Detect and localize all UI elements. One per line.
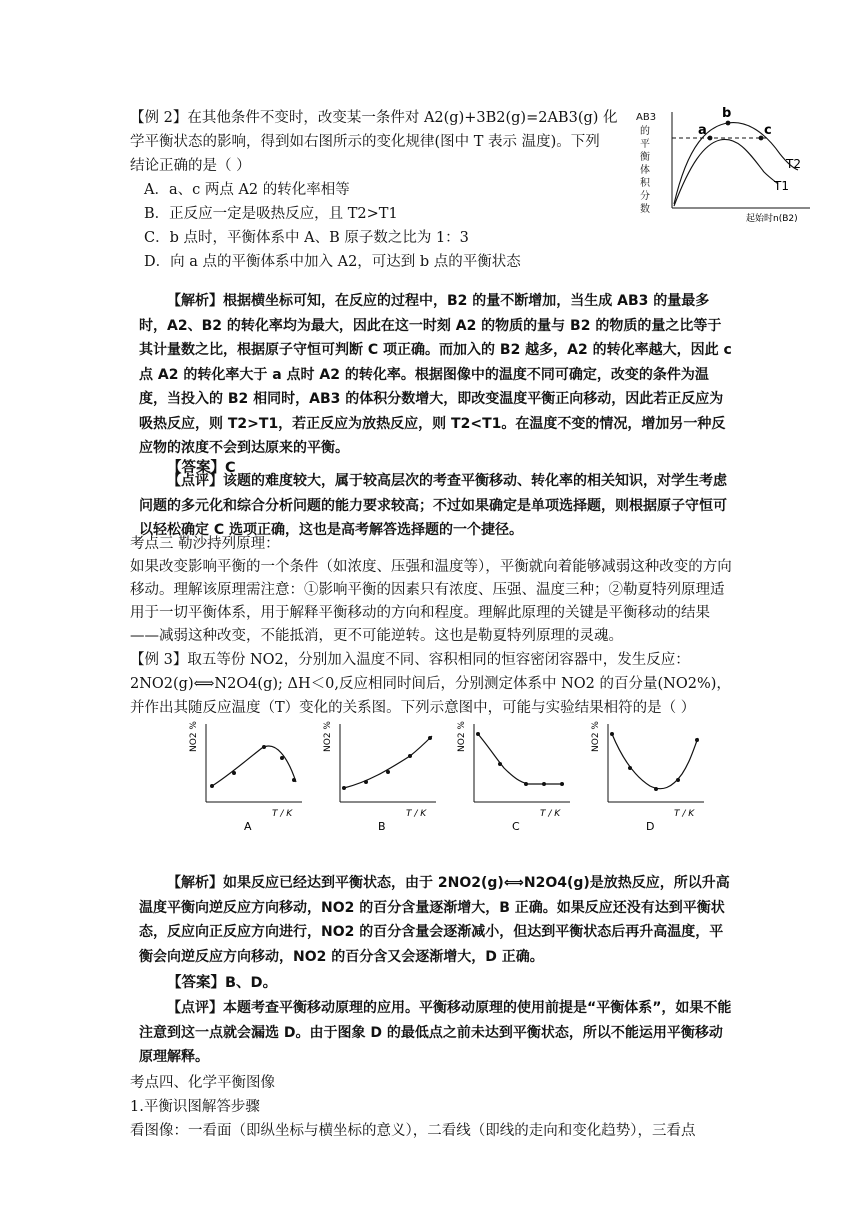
graph-a-xlabel: T / K [272,809,293,819]
graph-b [318,718,444,836]
graph-d-xlabel: T / K [674,809,695,819]
ylabel-stack [636,112,656,215]
example2-option-c: C．b 点时，平衡体系中 A、B 原子数之比为 1：3 [144,230,469,246]
label-t1: T1 [774,179,789,193]
label-a: a [698,123,707,138]
example3-analysis: 【解析】如果反应已经达到平衡状态，由于 2NO2(g)⟺N2O4(g)是放热反应，所以升高温度平衡向逆反应方向移动，NO2 的百分含量逐渐增大，B 正确。如果反应还没有达到平衡状态，反应向正反应方向进行，NO2 的百分含量会逐渐减小，但达到平衡状态后再升高温度，平衡会向逆反应方向移动，NO2 的百分含又会逐渐增大，D 正确。 [139,875,730,965]
graph-d [586,718,712,836]
point-b [726,121,731,126]
label-c: c [764,123,772,138]
example2-answer: 【答案】C [167,460,236,476]
ylabel-line: 数 [640,204,650,215]
graph-b-label: B [378,820,386,833]
example3-line-2: 2NO2(g)⟺N2O4(g); ΔH＜0,反应相同时间后，分别测定体系中 NO2 的百分量(NO2%)， [130,676,731,692]
graph-a-label: A [244,820,252,833]
ylabel-line: 体 [640,165,650,176]
example3-comment: 【点评】本题考查平衡移动原理的应用。平衡移动原理的使用前提是“平衡体系”，如果不能注意到这一点就会漏选 D。由于图象 D 的最低点之前未达到平衡状态，所以不能运用平衡移动原理解释。 [139,1000,732,1065]
point-c [759,136,764,141]
example2-comment: 【点评】该题的难度较大，属于较高层次的考查平衡移动、转化率的相关知识，对学生考虑问题的多元化和综合分析问题的能力要求较高；不过如果确定是单项选择题，则根据原子守恒可以轻松确定 C 选项正确，这也是高考解答选择题的一个捷径。 [139,473,727,538]
example2-option-b: B．正反应一定是吸热反应，且 T2>T1 [144,206,398,222]
ylabel-line: 积 [640,178,650,189]
graph-d-label: D [646,820,655,833]
example2-option-d: D．向 a 点的平衡体系中加入 A2，可达到 b 点的平衡状态 [144,254,521,270]
ylabel-line: 的 [640,126,650,137]
ylabel-line: 平 [640,139,650,150]
example3-answer: 【答案】B、D。 [167,975,278,991]
label-b: b [722,106,732,121]
graph-a-ylabel: NO2 % [189,721,199,752]
graph-c-label: C [512,820,520,833]
ylabel-line: 分 [640,191,650,202]
curve-t1 [674,139,778,206]
example2-analysis: 【解析】根据横坐标可知，在反应的过程中，B2 的量不断增加，当生成 AB3 的量最多时，A2、B2 的转化率均为最大，因此在这一时刻 A2 的物质的量与 B2 的物质的量之比等于其计量数之比，根据原子守恒可判断 C 项正确。而加入的 B2 越多，A2 的转化率越大，因此 c 点 A2 的转化率大于 a 点时 A2 的转化率。根据图像中的温度不同可确定，改变的条件为温度，当投入的 B2 相同时，AB3 的体积分数增大，即改变温度平衡正向移动，因此若正反应为吸热反应，则 T2>T1，若正反应为放热反应，则 T2<T1。在温度不变的情况，增加另一种反应物的浓度不会到达原来的平衡。 [139,293,732,456]
point4-sub: 1.平衡识图解答步骤 [130,1099,260,1115]
graph-c-ylabel: NO2 % [457,721,467,752]
example2-line-1: 【例 2】在其他条件不变时，改变某一条件对 A2(g)+3B2(g)=2AB3(g) 化 [130,110,618,126]
point3-body: 如果改变影响平衡的一个条件（如浓度、压强和温度等），平衡就向着能够减弱这种改变的方向移动。理解该原理需注意：①影响平衡的因素只有浓度、压强、温度三种；②勒夏特列原理适用于一切平衡体系，用于解释平衡移动的方向和程度。理解此原理的关键是平衡移动的结果——减弱这种改变，不能抵消，更不可能逆转。这也是勒夏特列原理的灵魂。 [130,559,732,644]
graph-c-xlabel: T / K [540,809,561,819]
graph-a [184,718,310,836]
example2-line-3: 结论正确的是（ ） [130,158,251,174]
point4-body: 看图像：一看面（即纵坐标与横坐标的意义），二看线（即线的走向和变化趋势），三看点 [130,1123,696,1139]
point4-heading: 考点四、化学平衡图像 [130,1075,275,1091]
graph-b-xlabel: T / K [406,809,427,819]
point3-heading: 考点三 勒沙持列原理： [130,536,280,552]
example2-line-2: 学平衡状态的影响，得到如右图所示的变化规律(图中 T 表示 温度)。下列 [130,134,600,150]
ylabel-line: AB3 [636,112,657,123]
example2-option-a: A．a、c 两点 A2 的转化率相等 [144,182,350,198]
point-a [708,136,713,141]
xlabel: 起始时n(B2) [746,214,798,224]
graph-b-ylabel: NO2 % [323,721,333,752]
example3-line-1: 【例 3】取五等份 NO2，分别加入温度不同、容积相同的恒容密闭容器中，发生反应： [130,652,690,668]
label-t2: T2 [786,157,801,171]
example3-line-3: 并作出其随反应温度（T）变化的关系图。下列示意图中，可能与实验结果相符的是（ ） [130,700,696,716]
example2-figure [628,104,814,228]
ylabel-line: 衡 [640,152,650,163]
graph-d-ylabel: NO2 % [591,721,601,752]
graph-c [452,718,578,836]
